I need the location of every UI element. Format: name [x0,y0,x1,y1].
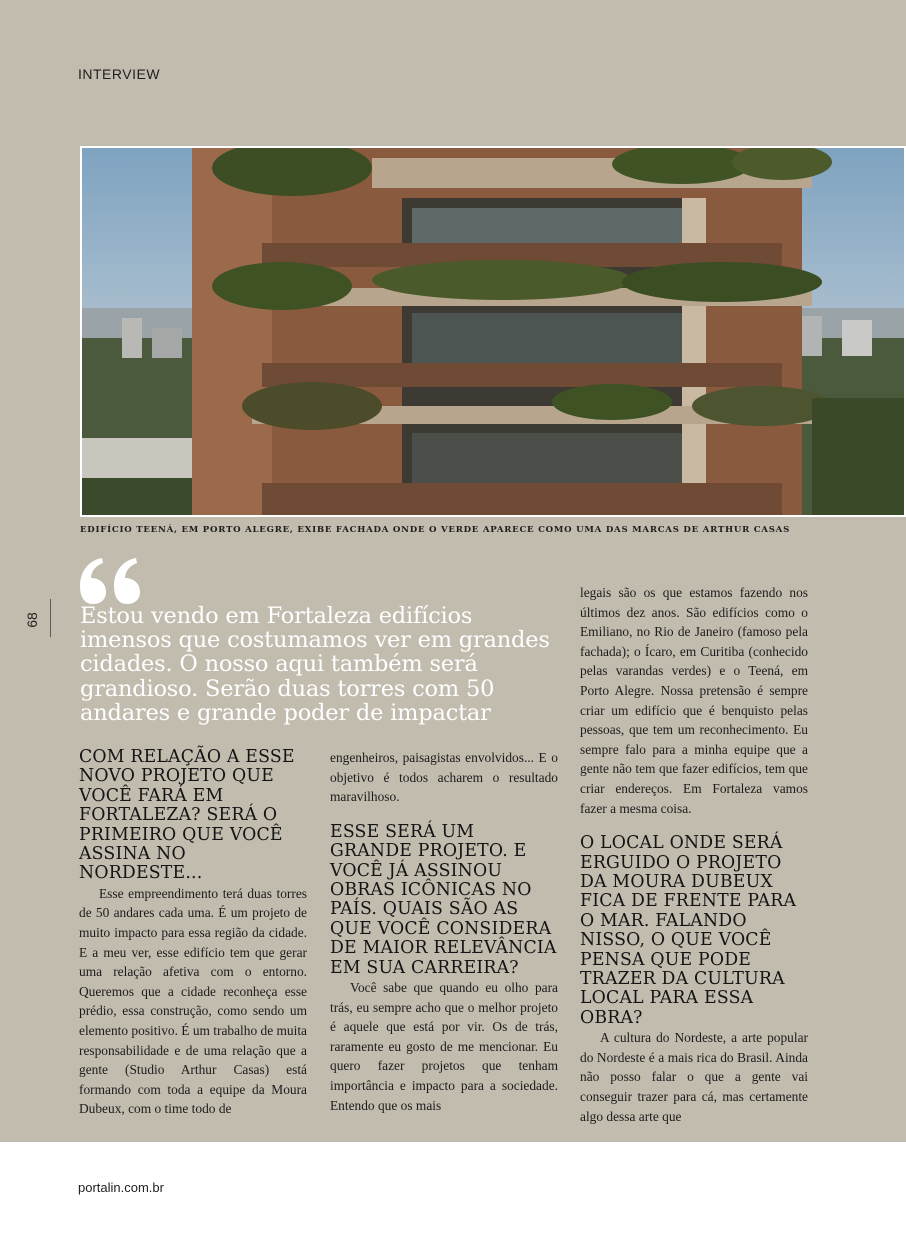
text-column-2 [330,748,558,1115]
interview-answer: A cultura do Nordeste, a arte popular do Nordeste é a mais rica do Brasil. Ainda não posso falar o que a gente vai conseguir trazer para cá, mas certamente algo dessa arte que [580,1030,808,1124]
section-label: INTERVIEW [78,66,161,82]
interview-answer: Você sabe que quando eu olho para trás, eu sempre acho que o melhor projeto é aquele que está por vir. Os de trás, raramente eu gosto de me mencionar. Eu quero fazer projetos que tenham importância e impacto para a sociedade. Entendo que os mais [330,980,558,1113]
interview-answer: Esse empreendimento terá duas torres de 50 andares cada uma. É um projeto de muito impacto para essa região da cidade. E a meu ver, esse edifício tem que gerar uma relação afetiva com o entorno. Queremos que a cidade reconheça esse prédio, essa construção, como sendo um elemento positivo. É um trabalho de muita responsabilidade e de uma relação que a gente (Studio Arthur Casas) está formando com toda a equipe da Moura Dubeux, com o time todo de [79,885,307,1117]
quote-mark-icon [76,556,146,606]
interview-question: COM RELAÇÃO A ESSE NOVO PROJETO QUE VOCÊ FARÁ EM FORTALEZA? SERÁ O PRIMEIRO QUE VOCÊ ASSINA NO NORDESTE... [79,747,295,884]
footer-url: portalin.com.br [78,1180,164,1195]
text-column-3 [580,583,808,1126]
interview-question: ESSE SERÁ UM GRANDE PROJETO. E VOCÊ JÁ ASSINOU OBRAS ICÔNICAS NO PAÍS. QUAIS SÃO AS QUE VOCÊ CONSIDERA DE MAIOR RELEVÂNCIA EM SUA CARREIRA? [330,821,557,978]
pull-quote: Estou vendo em Fortaleza edifícios imensos que costumamos ver em grandes cidades. O nosso aqui também será grandioso. Serão duas torres com 50 andares e grande poder de impactar [80,603,550,726]
photo-caption: EDIFÍCIO TEENÁ, EM PORTO ALEGRE, EXIBE FACHADA ONDE O VERDE APARECE COMO UMA DAS MARCAS DE ARTHUR CASAS [80,525,791,535]
answer-continuation: legais são os que estamos fazendo nos últimos dez anos. São edifícios como o Emiliano, no Rio de Janeiro (famoso pela fachada); o Ícaro, em Curitiba (conhecido pelas varandas verdes) e o Teená, em Porto Alegre. Nossa pretensão é sempre criar um edifício que é benquisto pelas pessoas, que tem um reconhecimento. Eu sempre falo para a minha equipe que a gente não tem que fazer edifícios, tem que criar endereços. Em Fortaleza vamos fazer a mesma coisa. [580,585,808,816]
interview-question: O LOCAL ONDE SERÁ ERGUIDO O PROJETO DA MOURA DUBEUX FICA DE FRENTE PARA O MAR. FALANDO NISSO, O QUE VOCÊ PENSA QUE PODE TRAZER DA CULTURA LOCAL PARA ESSA OBRA? [580,833,797,1028]
building-photo [80,146,906,517]
page-number-rule [50,599,51,637]
building-illustration [82,148,904,515]
answer-continuation: engenheiros, paisagistas envolvidos... E o objetivo é todos acharem o resultado maravilhoso. [330,750,558,805]
text-column-1 [79,748,307,1119]
page-number: 68 [23,612,40,628]
